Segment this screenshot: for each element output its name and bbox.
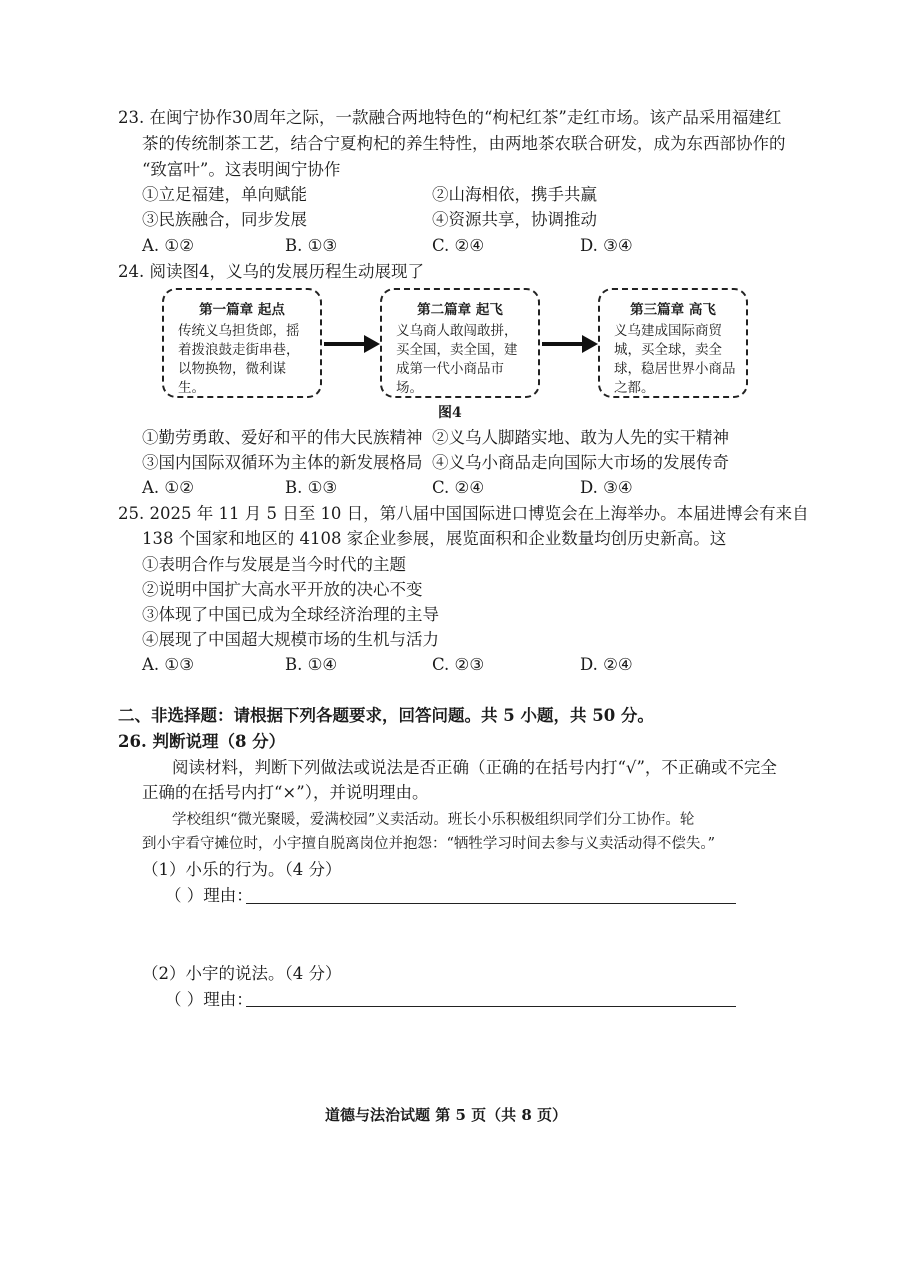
section2-heading: 二、非选择题：请根据下列各题要求，回答问题。共 5 小题，共 50 分。 [118,706,654,725]
q23-statement-1: ①立足福建，单向赋能 [142,185,307,204]
q26-instruction-line1: 阅读材料，判断下列做法或说法是否正确（正确的在括号内打“√”，不正确或不完全 [172,758,777,777]
figure4-box-chapter2 [380,288,540,398]
q23-choice-a[interactable]: A. ①② [142,236,194,255]
chapter3-text: 义乌建成国际商贸城，买全球，卖全球，稳居世界小商品之都。 [614,323,736,396]
q26-material-line2: 到小宇看守摊位时，小宇擅自脱离岗位并抱怨：“牺牲学习时间去参与义卖活动得不偿失。” [142,836,716,852]
q25-statement-3: ③体现了中国已成为全球经济治理的主导 [142,605,439,624]
q26-part2-answer-line[interactable] [246,1006,736,1007]
q26-title: 26. 判断说理（8 分） [118,732,286,751]
chapter2-title: 第二篇章 起飞 [417,302,503,318]
figure4-box-chapter1 [162,288,322,398]
q26-part2-prompt: （2）小宇的说法。（4 分） [142,964,342,983]
q26-part1-answer-label: （ ）理由： [165,886,253,905]
q25-stem-line2: 138 个国家和地区的 4108 家企业参展，展览面积和企业数量均创历史新高。这 [142,529,727,548]
q24-statement-1: ①勤劳勇敢、爱好和平的伟大民族精神 [142,428,423,447]
chapter3-title: 第三篇章 高飞 [630,302,716,318]
q25-stem-line1: 25. 2025 年 11 月 5 日至 10 日，第八届中国国际进口博览会在上海举办。本届进博会有来自 [118,504,809,523]
q26-instruction-line2: 正确的在括号内打“×”），并说明理由。 [142,783,429,802]
q26-part1-prompt: （1）小乐的行为。（4 分） [142,860,342,879]
q23-statement-2: ②山海相依，携手共赢 [432,185,597,204]
q23-stem-line3: “致富叶”。这表明闽宁协作 [142,160,341,179]
figure4-caption: 图4 [438,405,462,421]
q25-choice-d[interactable]: D. ②④ [580,655,633,674]
q24-statement-3: ③国内国际双循环为主体的新发展格局 [142,453,423,472]
q24-choice-a[interactable]: A. ①② [142,478,194,497]
q25-choice-a[interactable]: A. ①③ [142,655,194,674]
q24-statement-2: ②义乌人脚踏实地、敢为人先的实干精神 [432,428,729,447]
q26-part2-answer-label: （ ）理由： [165,990,253,1009]
q23-choice-b[interactable]: B. ①③ [285,236,338,255]
q23-stem-line2: 茶的传统制茶工艺，结合宁夏枸杞的养生特性，由两地茶农联合研发，成为东西部协作的 [142,134,786,153]
arrow-right-icon [542,342,584,346]
figure4-box-chapter3 [598,288,748,398]
q24-choice-d[interactable]: D. ③④ [580,478,633,497]
q23-statement-3: ③民族融合，同步发展 [142,210,307,229]
q25-choice-c[interactable]: C. ②③ [432,655,485,674]
q24-statement-4: ④义乌小商品走向国际大市场的发展传奇 [432,453,729,472]
q24-choice-c[interactable]: C. ②④ [432,478,485,497]
q23-statement-4: ④资源共享，协调推动 [432,210,597,229]
chapter1-title: 第一篇章 起点 [199,302,285,318]
arrow-right-icon [324,342,366,346]
q24-stem: 24. 阅读图4，义乌的发展历程生动展现了 [118,262,424,281]
chapter2-text: 义乌商人敢闯敢拼，买全国，卖全国，建成第一代小商品市场。 [396,323,518,396]
q26-part1-answer-line[interactable] [246,903,736,904]
q25-choice-b[interactable]: B. ①④ [285,655,338,674]
q23-stem-line1: 23. 在闽宁协作30周年之际，一款融合两地特色的“枸杞红茶”走红市场。该产品采用福建红 [118,108,782,127]
q23-choice-d[interactable]: D. ③④ [580,236,633,255]
page-footer: 道德与法治试题 第 5 页（共 8 页） [325,1106,567,1124]
q26-material-line1: 学校组织“微光聚暖，爱满校园”义卖活动。班长小乐积极组织同学们分工协作。轮 [172,812,695,828]
q25-statement-1: ①表明合作与发展是当今时代的主题 [142,555,406,574]
q25-statement-4: ④展现了中国超大规模市场的生机与活力 [142,630,439,649]
q25-statement-2: ②说明中国扩大高水平开放的决心不变 [142,580,423,599]
q24-choice-b[interactable]: B. ①③ [285,478,338,497]
q23-choice-c[interactable]: C. ②④ [432,236,485,255]
chapter1-text: 传统义乌担货郎，摇着拨浪鼓走街串巷，以物换物，微利谋生。 [178,323,300,396]
